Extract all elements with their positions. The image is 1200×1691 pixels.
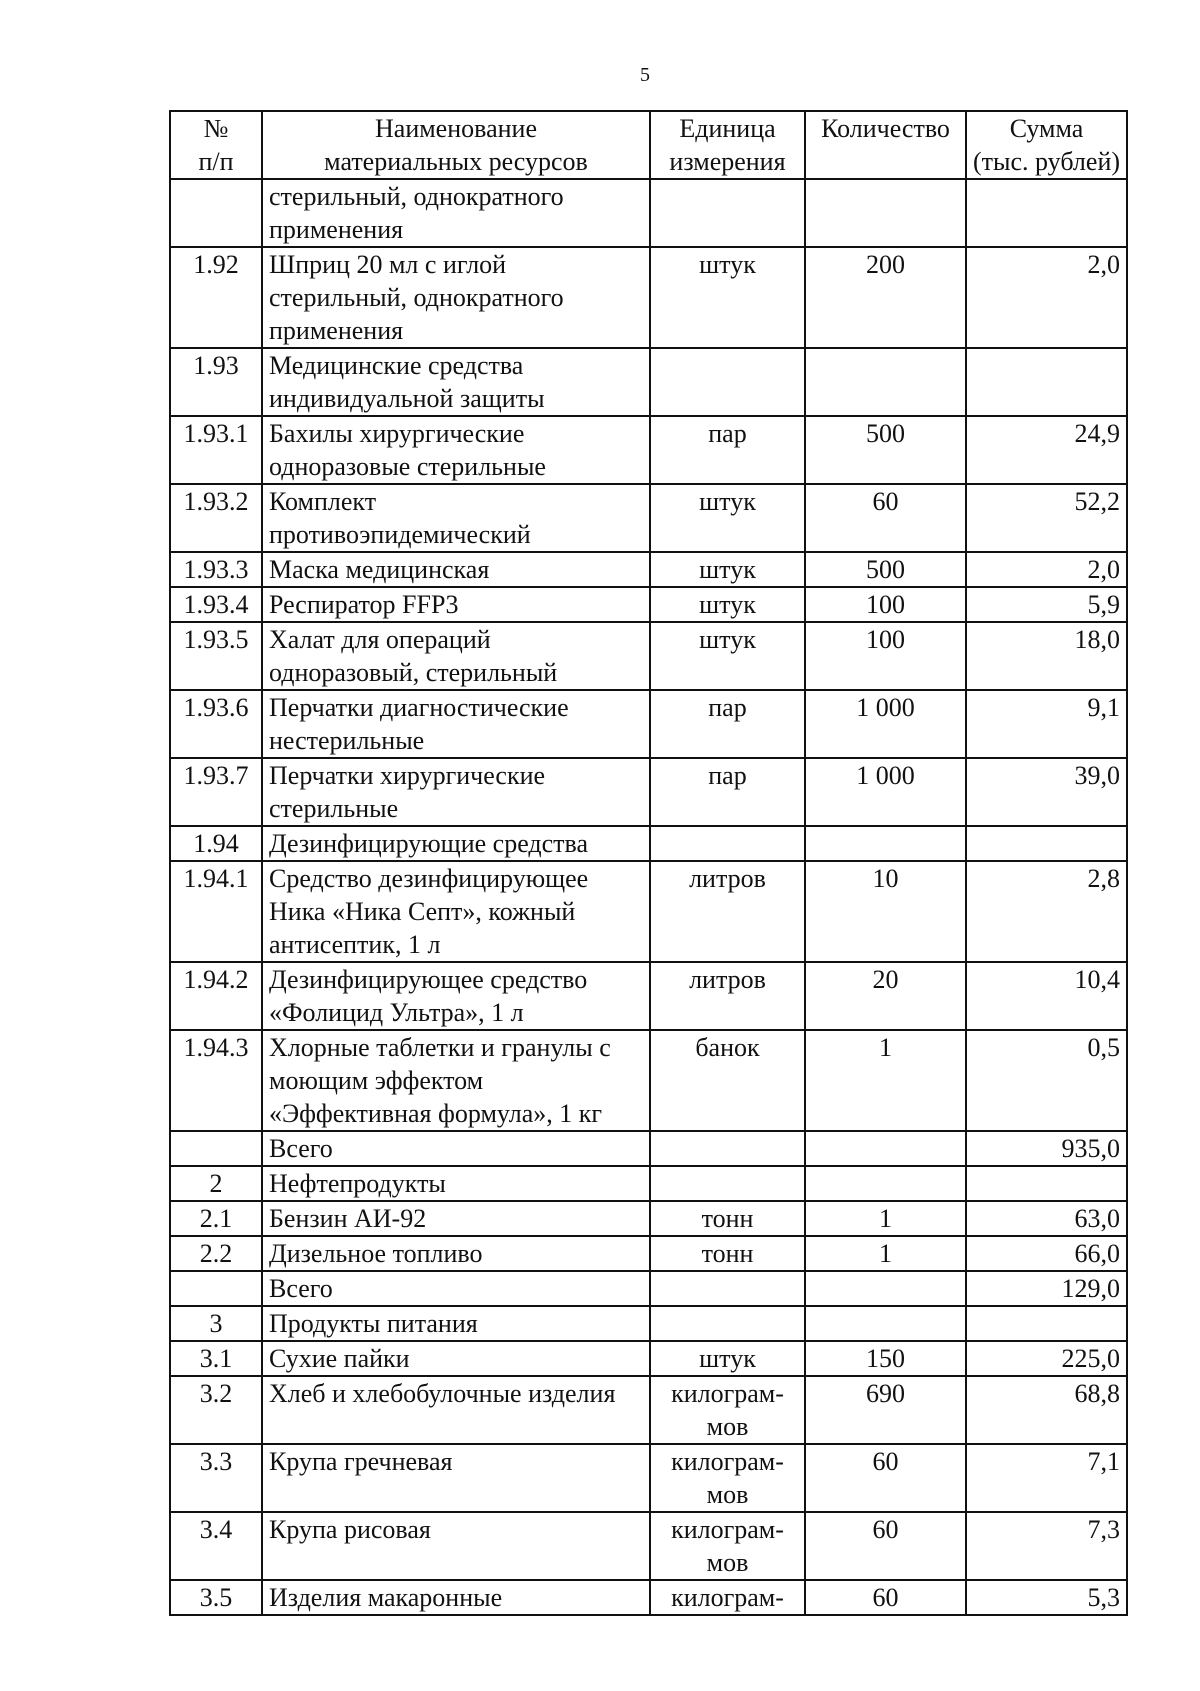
sum-cell: 24,9 [966, 416, 1127, 484]
header-unit-line2: измерения [669, 147, 786, 176]
row-number-cell: 1.93.7 [170, 758, 262, 826]
quantity-cell: 150 [805, 1341, 966, 1376]
quantity-cell: 1 [805, 1236, 966, 1271]
quantity-cell: 1 [805, 1201, 966, 1236]
table-row [170, 758, 1127, 826]
header-unit [650, 111, 805, 179]
table-row [170, 1271, 1127, 1306]
table-row [170, 1201, 1127, 1236]
sum-cell: 0,5 [966, 1030, 1127, 1131]
resource-name-cell: Медицинские средства индивидуальной защиты [262, 348, 650, 416]
sum-cell: 2,0 [966, 247, 1127, 348]
unit-cell: штук [650, 622, 805, 690]
resource-name-cell: Дезинфицирующее средство «Фолицид Ультра», 1 л [262, 962, 650, 1030]
table-row [170, 587, 1127, 622]
resource-name-cell: Маска медицинская [262, 552, 650, 587]
row-number-cell: 1.94 [170, 826, 262, 861]
table-row [170, 1376, 1127, 1444]
row-number-cell: 2 [170, 1166, 262, 1201]
table-row [170, 416, 1127, 484]
sum-cell: 5,9 [966, 587, 1127, 622]
unit-cell: литров [650, 962, 805, 1030]
table-row [170, 1166, 1127, 1201]
unit-cell: банок [650, 1030, 805, 1131]
resource-name-cell: Хлорные таблетки и гранулы с моющим эффектом «Эффективная формула», 1 кг [262, 1030, 650, 1131]
unit-cell: тонн [650, 1201, 805, 1236]
quantity-cell: 690 [805, 1376, 966, 1444]
resource-name-cell: Бахилы хирургические одноразовые стерильные [262, 416, 650, 484]
sum-cell [966, 1166, 1127, 1201]
unit-cell: пар [650, 690, 805, 758]
header-num [170, 111, 262, 179]
row-number-cell: 1.93.6 [170, 690, 262, 758]
table-row [170, 962, 1127, 1030]
table-row [170, 179, 1127, 247]
sum-cell [966, 348, 1127, 416]
quantity-cell: 60 [805, 1580, 966, 1615]
resources-table [169, 110, 1128, 1616]
header-sum [966, 111, 1127, 179]
header-unit-line1: Единица [679, 114, 776, 143]
resource-name-cell: Дизельное топливо [262, 1236, 650, 1271]
resource-name-cell: Средство дезинфицирующее Ника «Ника Септ», кожный антисептик, 1 л [262, 861, 650, 962]
quantity-cell [805, 1166, 966, 1201]
quantity-cell [805, 348, 966, 416]
row-number-cell: 1.93.1 [170, 416, 262, 484]
resource-name-cell: Крупа гречневая [262, 1444, 650, 1512]
header-qty: Количество [805, 111, 966, 179]
header-num-line2: п/п [198, 147, 234, 176]
quantity-cell: 100 [805, 622, 966, 690]
row-number-cell: 3.5 [170, 1580, 262, 1615]
row-number-cell: 3 [170, 1306, 262, 1341]
unit-cell: штук [650, 484, 805, 552]
unit-cell [650, 1271, 805, 1306]
header-num-line1: № [203, 114, 229, 143]
sum-cell: 9,1 [966, 690, 1127, 758]
sum-cell: 63,0 [966, 1201, 1127, 1236]
sum-cell: 39,0 [966, 758, 1127, 826]
unit-cell [650, 348, 805, 416]
table-row [170, 1512, 1127, 1580]
sum-cell: 129,0 [966, 1271, 1127, 1306]
sum-cell: 52,2 [966, 484, 1127, 552]
resource-name-cell: Изделия макаронные [262, 1580, 650, 1615]
table-row [170, 1030, 1127, 1131]
unit-cell: килограм-мов [650, 1376, 805, 1444]
quantity-cell: 500 [805, 416, 966, 484]
sum-cell [966, 179, 1127, 247]
header-sum-line2: (тыс. рублей) [973, 147, 1121, 176]
unit-cell [650, 1131, 805, 1166]
sum-cell: 68,8 [966, 1376, 1127, 1444]
table-row [170, 861, 1127, 962]
resource-name-cell: Бензин АИ-92 [262, 1201, 650, 1236]
table-row [170, 484, 1127, 552]
row-number-cell: 1.93 [170, 348, 262, 416]
table-body [170, 179, 1127, 1615]
row-number-cell: 2.2 [170, 1236, 262, 1271]
unit-cell [650, 826, 805, 861]
row-number-cell [170, 1271, 262, 1306]
row-number-cell [170, 179, 262, 247]
resource-name-cell: стерильный, однократного применения [262, 179, 650, 247]
table-row [170, 1341, 1127, 1376]
table-header [170, 111, 1127, 179]
quantity-cell: 1 000 [805, 690, 966, 758]
table-row [170, 1131, 1127, 1166]
sum-cell: 7,3 [966, 1512, 1127, 1580]
quantity-cell: 500 [805, 552, 966, 587]
row-number-cell: 1.92 [170, 247, 262, 348]
table-row [170, 1444, 1127, 1512]
resource-name-cell: Дезинфицирующие средства [262, 826, 650, 861]
header-name [262, 111, 650, 179]
sum-cell: 7,1 [966, 1444, 1127, 1512]
unit-cell: пар [650, 416, 805, 484]
quantity-cell: 20 [805, 962, 966, 1030]
resource-name-cell: Нефтепродукты [262, 1166, 650, 1201]
quantity-cell: 1 [805, 1030, 966, 1131]
sum-cell: 225,0 [966, 1341, 1127, 1376]
resource-name-cell: Сухие пайки [262, 1341, 650, 1376]
unit-cell [650, 179, 805, 247]
unit-cell: штук [650, 247, 805, 348]
header-row [170, 111, 1127, 179]
row-number-cell: 1.94.1 [170, 861, 262, 962]
quantity-cell: 200 [805, 247, 966, 348]
quantity-cell: 1 000 [805, 758, 966, 826]
unit-cell: килограм-мов [650, 1444, 805, 1512]
row-number-cell: 1.94.2 [170, 962, 262, 1030]
sum-cell: 2,8 [966, 861, 1127, 962]
resource-name-cell: Крупа рисовая [262, 1512, 650, 1580]
row-number-cell: 1.94.3 [170, 1030, 262, 1131]
quantity-cell [805, 1306, 966, 1341]
resource-name-cell: Комплект противоэпидемический [262, 484, 650, 552]
row-number-cell: 1.93.5 [170, 622, 262, 690]
unit-cell: пар [650, 758, 805, 826]
quantity-cell [805, 1131, 966, 1166]
sum-cell: 10,4 [966, 962, 1127, 1030]
quantity-cell: 60 [805, 484, 966, 552]
header-sum-line1: Сумма [1009, 114, 1084, 143]
table-row [170, 247, 1127, 348]
row-number-cell: 3.3 [170, 1444, 262, 1512]
unit-cell [650, 1166, 805, 1201]
unit-cell: штук [650, 587, 805, 622]
unit-cell: штук [650, 552, 805, 587]
resource-name-cell: Халат для операций одноразовый, стерильный [262, 622, 650, 690]
quantity-cell: 10 [805, 861, 966, 962]
row-number-cell: 2.1 [170, 1201, 262, 1236]
row-number-cell: 1.93.4 [170, 587, 262, 622]
quantity-cell: 100 [805, 587, 966, 622]
row-number-cell: 3.2 [170, 1376, 262, 1444]
table-row [170, 1236, 1127, 1271]
resource-name-cell: Респиратор FFP3 [262, 587, 650, 622]
resource-name-cell: Шприц 20 мл с иглой стерильный, однократного применения [262, 247, 650, 348]
quantity-cell [805, 826, 966, 861]
table-row [170, 690, 1127, 758]
row-number-cell: 3.1 [170, 1341, 262, 1376]
unit-cell [650, 1306, 805, 1341]
sum-cell: 18,0 [966, 622, 1127, 690]
resource-name-cell: Всего [262, 1131, 650, 1166]
resource-name-cell: Всего [262, 1271, 650, 1306]
table-row [170, 1306, 1127, 1341]
sum-cell [966, 1306, 1127, 1341]
page-number: 5 [640, 64, 650, 86]
unit-cell: литров [650, 861, 805, 962]
unit-cell: килограм-мов [650, 1512, 805, 1580]
row-number-cell: 1.93.3 [170, 552, 262, 587]
row-number-cell: 1.93.2 [170, 484, 262, 552]
resource-name-cell: Перчатки хирургические стерильные [262, 758, 650, 826]
resource-name-cell: Продукты питания [262, 1306, 650, 1341]
table-row [170, 552, 1127, 587]
unit-cell: штук [650, 1341, 805, 1376]
resource-name-cell: Перчатки диагностические нестерильные [262, 690, 650, 758]
quantity-cell [805, 1271, 966, 1306]
unit-cell: килограм- [650, 1580, 805, 1615]
header-name-line1: Наименование [375, 114, 537, 143]
quantity-cell [805, 179, 966, 247]
quantity-cell: 60 [805, 1512, 966, 1580]
header-name-line2: материальных ресурсов [324, 147, 588, 176]
table-row [170, 1580, 1127, 1615]
table-row [170, 348, 1127, 416]
row-number-cell [170, 1131, 262, 1166]
resource-name-cell: Хлеб и хлебобулочные изделия [262, 1376, 650, 1444]
sum-cell [966, 826, 1127, 861]
sum-cell: 5,3 [966, 1580, 1127, 1615]
quantity-cell: 60 [805, 1444, 966, 1512]
table-row [170, 826, 1127, 861]
sum-cell: 935,0 [966, 1131, 1127, 1166]
row-number-cell: 3.4 [170, 1512, 262, 1580]
table-row [170, 622, 1127, 690]
sum-cell: 66,0 [966, 1236, 1127, 1271]
unit-cell: тонн [650, 1236, 805, 1271]
sum-cell: 2,0 [966, 552, 1127, 587]
